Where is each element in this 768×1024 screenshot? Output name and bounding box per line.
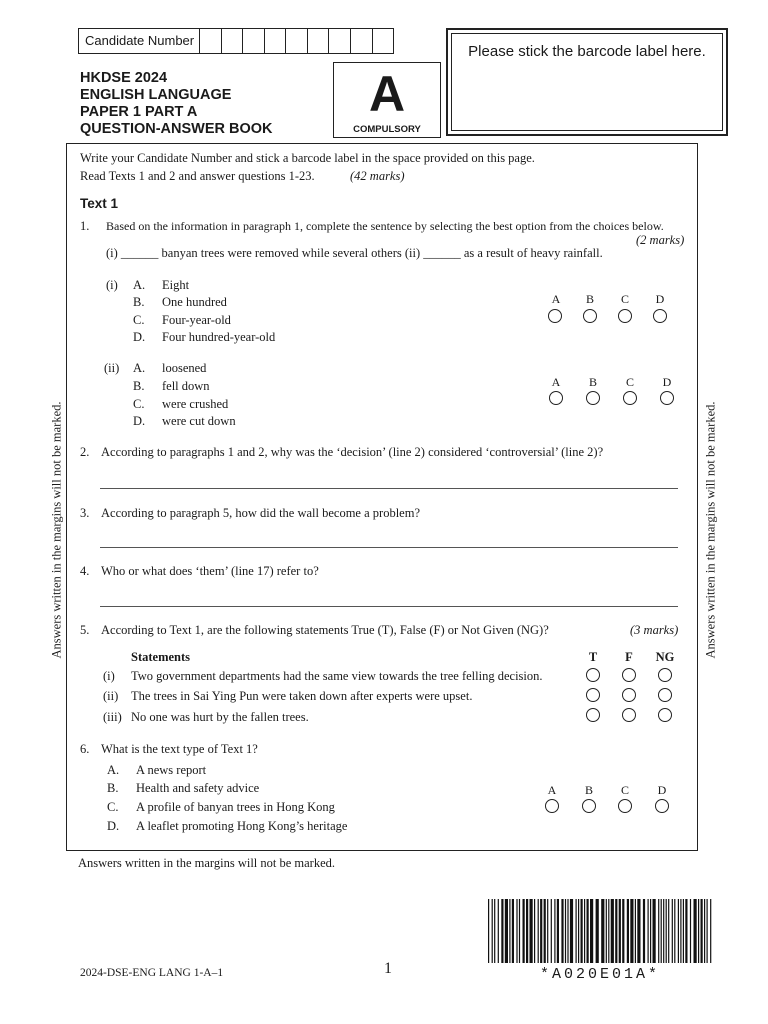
bubble-label: C <box>625 375 634 389</box>
candidate-digit-cell[interactable] <box>200 29 222 53</box>
q5ii-bubble-t[interactable] <box>586 688 600 702</box>
q6-option-text: A leaflet promoting Hong Kong’s heritage <box>136 819 348 833</box>
q1ii-bubble-c[interactable] <box>623 391 637 405</box>
q6-option-letter: A. <box>107 763 120 777</box>
barcode-label-inner-border <box>451 33 723 131</box>
q1i-option-text: One hundred <box>162 295 227 309</box>
q6-option-text: A news report <box>136 763 207 777</box>
q5-statement-label: (iii) <box>103 710 122 724</box>
q3-number: 3. <box>80 506 90 520</box>
paper-letter: A <box>368 66 406 122</box>
barcode-graphic <box>486 899 714 969</box>
q5ii-bubble-f[interactable] <box>622 688 636 702</box>
candidate-number-box[interactable] <box>78 28 394 54</box>
candidate-digit-cell[interactable] <box>308 29 330 53</box>
bubble-label: B <box>585 292 594 306</box>
q1i-bubble-c[interactable] <box>618 309 632 323</box>
q5ii-bubble-ng[interactable] <box>658 688 672 702</box>
q1-sentence: (i) ______ banyan trees were removed while several others (ii) ______ as a result of heavy rainfall. <box>106 246 603 260</box>
q6-bubble-d[interactable] <box>655 799 669 813</box>
right-margin-note: Answers written in the margins will not be marked. <box>703 401 718 659</box>
q6-number: 6. <box>80 742 90 756</box>
q3-answer-line[interactable] <box>100 547 678 548</box>
q6-bubble-b[interactable] <box>582 799 596 813</box>
q1-part-ii-label: (ii) <box>104 361 120 375</box>
q1i-option-letter: C. <box>133 313 145 327</box>
q5-col-t: T <box>588 650 598 664</box>
q6-option-letter: C. <box>107 800 119 814</box>
candidate-digit-cell[interactable] <box>329 29 351 53</box>
q2-number: 2. <box>80 445 90 459</box>
q1-part-i-label: (i) <box>106 278 118 292</box>
instruction-line-2: Read Texts 1 and 2 and answer questions 1-23. <box>80 169 315 183</box>
q6-bubble-c[interactable] <box>618 799 632 813</box>
q5-number: 5. <box>80 623 90 637</box>
q1-text: Based on the information in paragraph 1, complete the sentence by selecting the best option from the choices below. <box>106 219 664 233</box>
q1i-option-letter: B. <box>133 295 145 309</box>
candidate-digit-cell[interactable] <box>373 29 394 53</box>
q6-option-letter: D. <box>107 819 120 833</box>
q1i-option-text: Eight <box>162 278 190 292</box>
barcode-label-area <box>446 28 728 136</box>
q1i-bubble-d[interactable] <box>653 309 667 323</box>
bubble-label: A <box>551 292 561 306</box>
q5-statements-heading: Statements <box>131 650 191 664</box>
q5-statement-label: (ii) <box>103 689 119 703</box>
q2-text: According to paragraphs 1 and 2, why was the ‘decision’ (line 2) considered ‘controversial’ (line 2)? <box>101 445 604 459</box>
q5-statement-label: (i) <box>103 669 115 683</box>
footer-paper-code: 2024-DSE-ENG LANG 1-A–1 <box>80 967 224 979</box>
q1ii-bubble-a[interactable] <box>549 391 563 405</box>
barcode-label-prompt: Please stick the barcode label here. <box>468 43 706 60</box>
section-title: Text 1 <box>80 196 119 211</box>
instruction-marks: (42 marks) <box>350 169 405 183</box>
bubble-label: A <box>551 375 561 389</box>
paper-status: COMPULSORY <box>353 124 421 135</box>
book-title: QUESTION-ANSWER BOOK <box>80 121 273 137</box>
subject-title: ENGLISH LANGUAGE <box>80 87 232 103</box>
candidate-digit-cell[interactable] <box>243 29 265 53</box>
candidate-digit-cell[interactable] <box>265 29 287 53</box>
q6-option-text: A profile of banyan trees in Hong Kong <box>136 800 335 814</box>
left-margin-note: Answers written in the margins will not be marked. <box>49 401 64 659</box>
q1i-bubble-a[interactable] <box>548 309 562 323</box>
bubble-label: B <box>584 783 593 797</box>
q1ii-option-letter: C. <box>133 397 145 411</box>
paper-part-box <box>333 62 441 138</box>
q6-bubble-a[interactable] <box>545 799 559 813</box>
bubble-label: C <box>620 292 629 306</box>
bubble-label: D <box>662 375 672 389</box>
q1i-option-letter: D. <box>133 330 146 344</box>
q2-answer-line[interactable] <box>100 488 678 489</box>
q3-text: According to paragraph 5, how did the wall become a problem? <box>101 506 420 520</box>
q1ii-option-text: were crushed <box>162 397 229 411</box>
q1ii-option-text: fell down <box>162 379 210 393</box>
q4-answer-line[interactable] <box>100 606 678 607</box>
q5-statement-text: No one was hurt by the fallen trees. <box>131 710 309 724</box>
candidate-number-label: Candidate Number <box>79 29 200 53</box>
bubble-label: D <box>655 292 665 306</box>
bottom-margin-note: Answers written in the margins will not be marked. <box>78 856 336 870</box>
bubble-label: B <box>588 375 597 389</box>
q5iii-bubble-t[interactable] <box>586 708 600 722</box>
q5-marks: (3 marks) <box>630 623 679 637</box>
q5-statement-text: Two government departments had the same view towards the tree felling decision. <box>131 669 543 683</box>
q5iii-bubble-f[interactable] <box>622 708 636 722</box>
q4-number: 4. <box>80 564 90 578</box>
q5i-bubble-t[interactable] <box>586 668 600 682</box>
candidate-digit-cell[interactable] <box>351 29 373 53</box>
q5-col-f: F <box>625 650 633 664</box>
q1ii-option-letter: A. <box>133 361 146 375</box>
q6-text: What is the text type of Text 1? <box>101 742 258 756</box>
q5-col-ng: NG <box>655 650 675 664</box>
q6-option-letter: B. <box>107 781 119 795</box>
exam-title: HKDSE 2024 <box>80 70 168 86</box>
page-number: 1 <box>384 960 392 977</box>
bubble-label: D <box>657 783 667 797</box>
q5i-bubble-ng[interactable] <box>658 668 672 682</box>
candidate-digit-cell[interactable] <box>222 29 244 53</box>
q1-number: 1. <box>80 219 90 233</box>
q5-text: According to Text 1, are the following statements True (T), False (F) or Not Given (NG)? <box>101 623 549 637</box>
q1i-option-text: Four-year-old <box>162 313 231 327</box>
q5-statement-text: The trees in Sai Ying Pun were taken down after experts were upset. <box>131 689 473 703</box>
q5iii-bubble-ng[interactable] <box>658 708 672 722</box>
q1i-option-letter: A. <box>133 278 146 292</box>
q1ii-option-text: were cut down <box>162 414 236 428</box>
q5i-bubble-f[interactable] <box>622 668 636 682</box>
bubble-label: A <box>547 783 557 797</box>
paper-title: PAPER 1 PART A <box>80 104 198 120</box>
q1-marks: (2 marks) <box>636 233 685 247</box>
bubble-label: C <box>620 783 629 797</box>
q1ii-option-letter: D. <box>133 414 146 428</box>
q1i-bubble-b[interactable] <box>583 309 597 323</box>
q1ii-bubble-b[interactable] <box>586 391 600 405</box>
q1i-option-text: Four hundred-year-old <box>162 330 276 344</box>
q6-option-text: Health and safety advice <box>136 781 260 795</box>
instruction-line-1: Write your Candidate Number and stick a barcode label in the space provided on this page. <box>80 151 535 165</box>
q1ii-option-text: loosened <box>162 361 207 375</box>
q1ii-bubble-d[interactable] <box>660 391 674 405</box>
candidate-digit-cell[interactable] <box>286 29 308 53</box>
q1ii-option-letter: B. <box>133 379 145 393</box>
barcode-text: *A020E01A* <box>539 966 660 983</box>
q4-text: Who or what does ‘them’ (line 17) refer to? <box>101 564 319 578</box>
